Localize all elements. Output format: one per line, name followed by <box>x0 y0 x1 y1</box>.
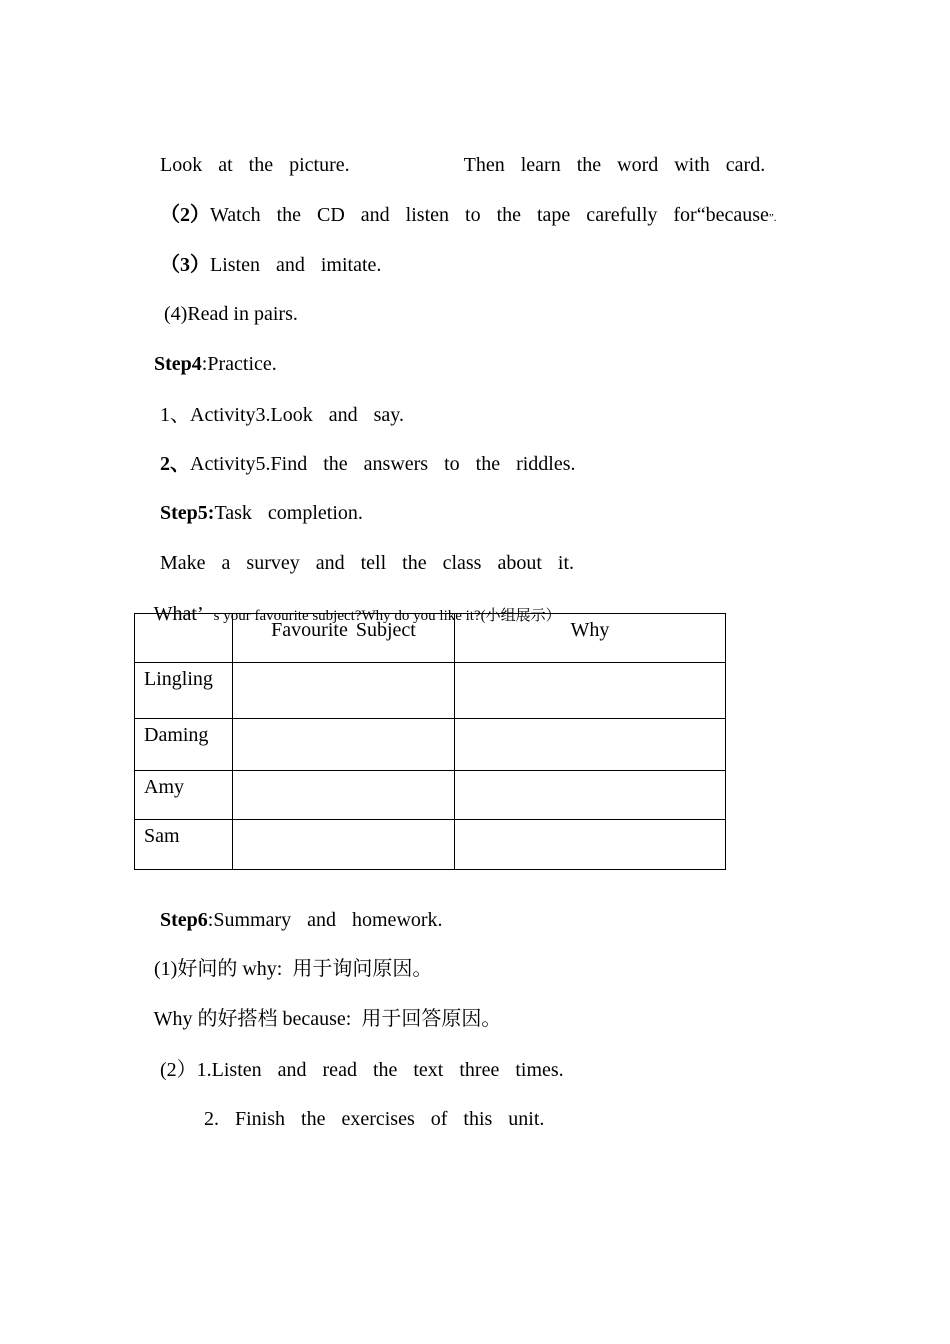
table-header-why: Why <box>455 614 726 663</box>
step5-text: Task completion. <box>214 502 363 524</box>
line-learn-word <box>448 129 765 177</box>
item-number-2: （2） <box>160 204 210 226</box>
table-row <box>135 771 726 820</box>
line-make-survey <box>144 527 574 575</box>
line-because-usage <box>144 983 501 1031</box>
table-row <box>135 719 726 771</box>
learn-word-text: Then learn the word with card. <box>463 154 766 176</box>
line-why-usage <box>144 933 432 981</box>
table-row <box>135 820 726 870</box>
step4-text: :Practice. <box>201 353 277 375</box>
cell-subject[interactable] <box>233 663 455 719</box>
item-number-3: （3） <box>160 254 210 276</box>
read-pairs-text: (4)Read in pairs. <box>164 303 298 325</box>
line-look-picture <box>144 129 350 177</box>
listen-imitate-text: Listen and imitate. <box>210 254 382 276</box>
survey-table <box>134 613 726 870</box>
row-name-daming: Daming <box>135 719 233 771</box>
activity3-text: 1、Activity3.Look and say. <box>160 404 405 426</box>
table-header-row <box>135 614 726 663</box>
why-usage-text: (1)好问的 why: 用于询问原因。 <box>154 958 433 980</box>
cell-subject[interactable] <box>233 771 455 820</box>
line-listen-imitate <box>144 229 381 277</box>
activity5-text: Activity5.Find the answers to the riddles. <box>190 453 576 475</box>
line-read-pairs <box>154 278 298 326</box>
question-rest: s your favourite subject?Why do you like it?(小组展示） <box>213 608 561 624</box>
row-name-lingling: Lingling <box>135 663 233 719</box>
table-header-favourite-subject: Favourite Subject <box>233 614 455 663</box>
row-name-sam: Sam <box>135 820 233 870</box>
table-header-blank <box>135 614 233 663</box>
closing-quote: ”. <box>768 212 777 224</box>
question-start: What’ <box>153 603 204 625</box>
item-number-activity5: 2、 <box>160 453 190 475</box>
homework-1-text: (2）1.Listen and read the text three times. <box>160 1059 564 1081</box>
table-row <box>135 663 726 719</box>
line-activity5 <box>144 428 576 476</box>
cell-why[interactable] <box>455 820 726 870</box>
step6-text: :Summary and homework. <box>207 909 443 931</box>
line-step5 <box>144 477 363 525</box>
cell-why[interactable] <box>455 663 726 719</box>
line-step6 <box>144 884 443 932</box>
cell-why[interactable] <box>455 771 726 820</box>
row-name-amy: Amy <box>135 771 233 820</box>
make-survey-text: Make a survey and tell the class about it. <box>160 552 575 574</box>
homework-2-text: 2. Finish the exercises of this unit. <box>204 1108 545 1130</box>
look-picture-text: Look at the picture. <box>160 154 350 176</box>
step4-label: Step4 <box>154 353 202 375</box>
line-activity3 <box>144 379 404 427</box>
line-step4 <box>144 328 277 376</box>
cell-subject[interactable] <box>233 719 455 771</box>
step6-label: Step6 <box>160 909 208 931</box>
line-homework-2 <box>188 1083 544 1131</box>
line-homework-1 <box>144 1034 564 1082</box>
watch-cd-text: Watch the CD and listen to the tape carefully for“because <box>210 204 769 226</box>
step5-label: Step5: <box>160 502 215 524</box>
because-usage-text: Why 的好搭档 because: 用于回答原因。 <box>153 1008 502 1030</box>
cell-subject[interactable] <box>233 820 455 870</box>
line-watch-cd <box>144 179 777 230</box>
cell-why[interactable] <box>455 719 726 771</box>
